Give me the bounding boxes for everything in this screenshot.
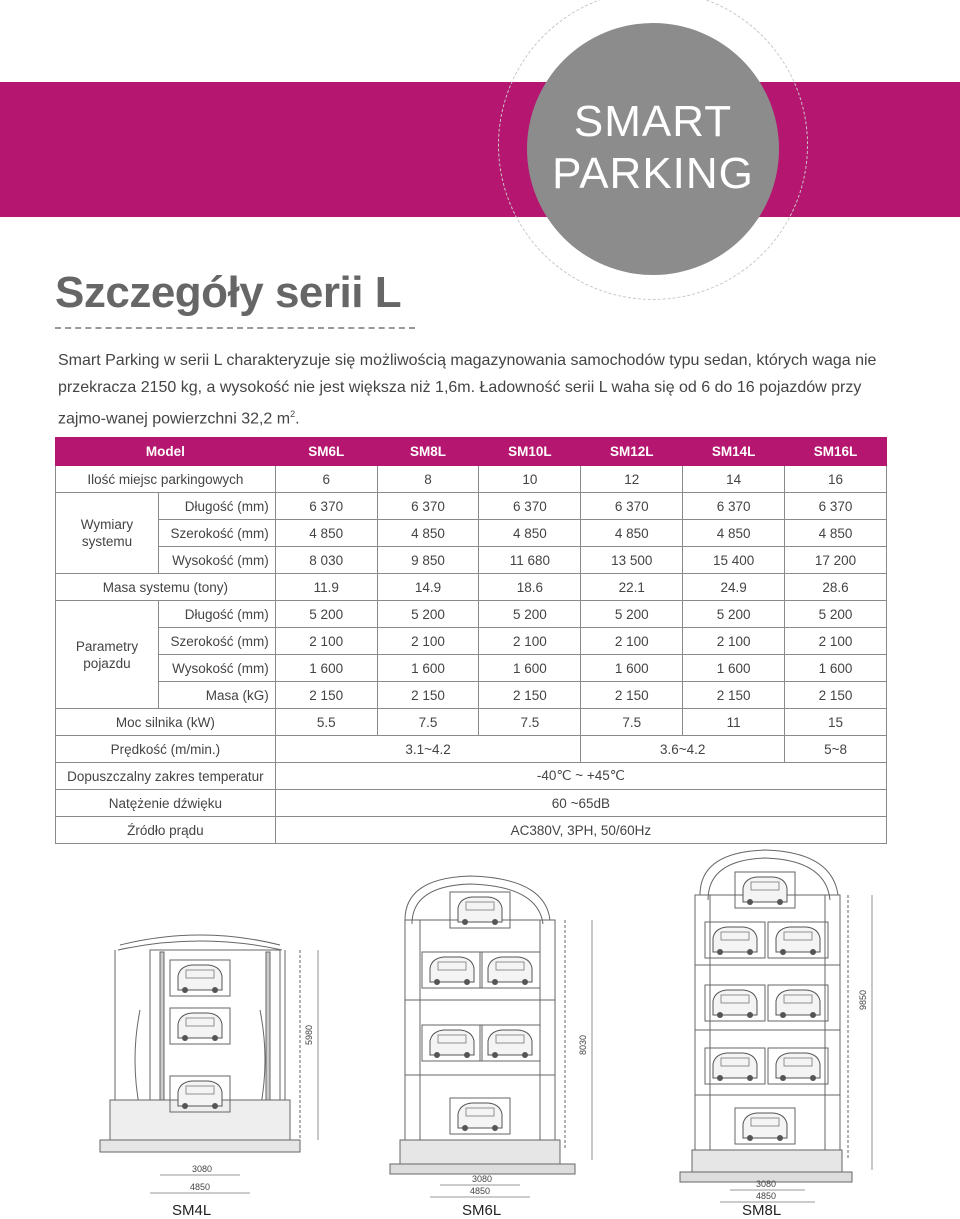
cell: 14 [683, 466, 785, 493]
dimension-label: 3080 [756, 1179, 777, 1189]
cell: 2 100 [275, 628, 377, 655]
header-col: SM14L [683, 438, 785, 466]
cell: 13 500 [581, 547, 683, 574]
cell: 5.5 [275, 709, 377, 736]
cell: 5 200 [479, 601, 581, 628]
badge-line-2: PARKING [552, 149, 754, 198]
caption-sm8l: SM8L [742, 1202, 782, 1219]
cell: 9 850 [377, 547, 479, 574]
cell: 11.9 [275, 574, 377, 601]
cell: 2 100 [785, 628, 887, 655]
row-label: Dopuszczalny zakres temperatur [56, 763, 276, 790]
cell: 6 370 [581, 493, 683, 520]
dimension-label: 3080 [472, 1174, 493, 1184]
cell: 1 600 [275, 655, 377, 682]
cell: 7.5 [479, 709, 581, 736]
cell: 4 850 [275, 520, 377, 547]
cell: 2 150 [479, 682, 581, 709]
cell: 1 600 [581, 655, 683, 682]
cell: 1 600 [785, 655, 887, 682]
cell: 12 [581, 466, 683, 493]
row-label: Szerokość (mm) [158, 520, 275, 547]
caption-sm4l: SM4L [172, 1202, 212, 1219]
car-icon [735, 872, 795, 908]
table-row [56, 628, 887, 655]
table-row [56, 547, 887, 574]
cell: 2 100 [683, 628, 785, 655]
cell: 2 150 [275, 682, 377, 709]
cell: 6 370 [377, 493, 479, 520]
group-label-system: Wymiary systemu [56, 493, 159, 574]
cell: 5 200 [377, 601, 479, 628]
table-row [56, 790, 887, 817]
cell: 8 030 [275, 547, 377, 574]
intro-text: Smart Parking w serii L charakteryzuje się możliwością magazynowania samochodów typu sedan, których waga nie przekracza 2150 kg, a wysokość nie jest większa niż 1,6m. Ładowność serii L waha się od 6 do 16 pojazdów przy zajmo-wanej powierzchni 32,2 m [58, 352, 877, 428]
table-row [56, 682, 887, 709]
header-model: Model [56, 438, 276, 466]
cell: 11 [683, 709, 785, 736]
dimension-label: 5980 [304, 1024, 314, 1045]
row-label: Szerokość (mm) [158, 628, 275, 655]
cell: 3.6~4.2 [581, 736, 785, 763]
cell: 22.1 [581, 574, 683, 601]
cell: 2 100 [581, 628, 683, 655]
dimension-label: 4850 [470, 1186, 491, 1196]
cell: 2 150 [785, 682, 887, 709]
car-icon [705, 922, 765, 958]
cell: 2 150 [377, 682, 479, 709]
car-icon [422, 1025, 482, 1061]
table-row [56, 466, 887, 493]
cell: 4 850 [581, 520, 683, 547]
cell: 7.5 [377, 709, 479, 736]
car-icon [450, 892, 510, 928]
cell: 5~8 [785, 736, 887, 763]
row-label: Długość (mm) [158, 601, 275, 628]
cell: 17 200 [785, 547, 887, 574]
car-icon [170, 960, 230, 996]
car-icon [705, 1048, 765, 1084]
cell: 2 150 [683, 682, 785, 709]
cell: 3.1~4.2 [275, 736, 581, 763]
badge-text [527, 96, 779, 200]
cell: 4 850 [785, 520, 887, 547]
row-label: Długość (mm) [158, 493, 275, 520]
cell: 2 100 [377, 628, 479, 655]
car-icon [480, 952, 540, 988]
header-col: SM6L [275, 438, 377, 466]
cell: 60 ~65dB [275, 790, 886, 817]
header-col: SM8L [377, 438, 479, 466]
cell: 5 200 [683, 601, 785, 628]
cell: 4 850 [479, 520, 581, 547]
header-col: SM16L [785, 438, 887, 466]
header-col: SM12L [581, 438, 683, 466]
table-row [56, 736, 887, 763]
car-icon [705, 985, 765, 1021]
dimension-label: 4850 [756, 1191, 777, 1201]
cell: 2 150 [581, 682, 683, 709]
row-label: Wysokość (mm) [158, 547, 275, 574]
row-label: Ilość miejsc parkingowych [56, 466, 276, 493]
table-row [56, 601, 887, 628]
badge-line-1: SMART [573, 97, 733, 146]
table-row [56, 493, 887, 520]
cell: 24.9 [683, 574, 785, 601]
cell: 5 200 [785, 601, 887, 628]
cell: 4 850 [377, 520, 479, 547]
technical-drawings [0, 840, 960, 1217]
cell: 1 600 [377, 655, 479, 682]
cell: 15 400 [683, 547, 785, 574]
row-label: Prędkość (m/min.) [56, 736, 276, 763]
cell: 4 850 [683, 520, 785, 547]
dimension-label: 3080 [192, 1164, 213, 1174]
dimension-label: 4850 [190, 1182, 211, 1192]
cell: 6 370 [683, 493, 785, 520]
table-row [56, 709, 887, 736]
dimension-label: 8030 [578, 1034, 588, 1055]
cell: 14.9 [377, 574, 479, 601]
car-icon [480, 1025, 540, 1061]
cell: 11 680 [479, 547, 581, 574]
intro-paragraph [58, 348, 908, 433]
cell: 10 [479, 466, 581, 493]
table-row [56, 520, 887, 547]
header-col: SM10L [479, 438, 581, 466]
cell: 15 [785, 709, 887, 736]
cell: 18.6 [479, 574, 581, 601]
cell: -40℃ ~ +45℃ [275, 763, 886, 790]
car-icon [735, 1108, 795, 1144]
title-divider [55, 327, 415, 329]
cell: 1 600 [479, 655, 581, 682]
car-icon [170, 1008, 230, 1044]
car-icon [422, 952, 482, 988]
group-label-vehicle: Parametry pojazdu [56, 601, 159, 709]
cell: 7.5 [581, 709, 683, 736]
row-label: Natężenie dźwięku [56, 790, 276, 817]
intro-tail: . [295, 410, 300, 428]
header-band [0, 82, 960, 217]
cell: 6 370 [785, 493, 887, 520]
page-title: Szczegóły serii L [55, 268, 402, 317]
table-row [56, 763, 887, 790]
cell: 2 100 [479, 628, 581, 655]
cell: 6 370 [275, 493, 377, 520]
cell: 6 [275, 466, 377, 493]
cell: 28.6 [785, 574, 887, 601]
cell: 6 370 [479, 493, 581, 520]
cell: 8 [377, 466, 479, 493]
row-label: Wysokość (mm) [158, 655, 275, 682]
car-icon [450, 1098, 510, 1134]
table-row [56, 655, 887, 682]
cell: AC380V, 3PH, 50/60Hz [275, 817, 886, 844]
table-header-row [56, 438, 887, 466]
row-label: Masa (kG) [158, 682, 275, 709]
row-label: Źródło prądu [56, 817, 276, 844]
car-icon [768, 922, 828, 958]
table-row [56, 574, 887, 601]
cell: 5 200 [275, 601, 377, 628]
cell: 1 600 [683, 655, 785, 682]
row-label: Masa systemu (tony) [56, 574, 276, 601]
dimension-label: 9850 [858, 989, 868, 1010]
spec-table [55, 437, 887, 844]
cell: 16 [785, 466, 887, 493]
car-icon [768, 985, 828, 1021]
caption-sm6l: SM6L [462, 1202, 502, 1219]
car-icon [768, 1048, 828, 1084]
intro-sup: 2 [290, 409, 296, 419]
row-label: Moc silnika (kW) [56, 709, 276, 736]
cell: 5 200 [581, 601, 683, 628]
